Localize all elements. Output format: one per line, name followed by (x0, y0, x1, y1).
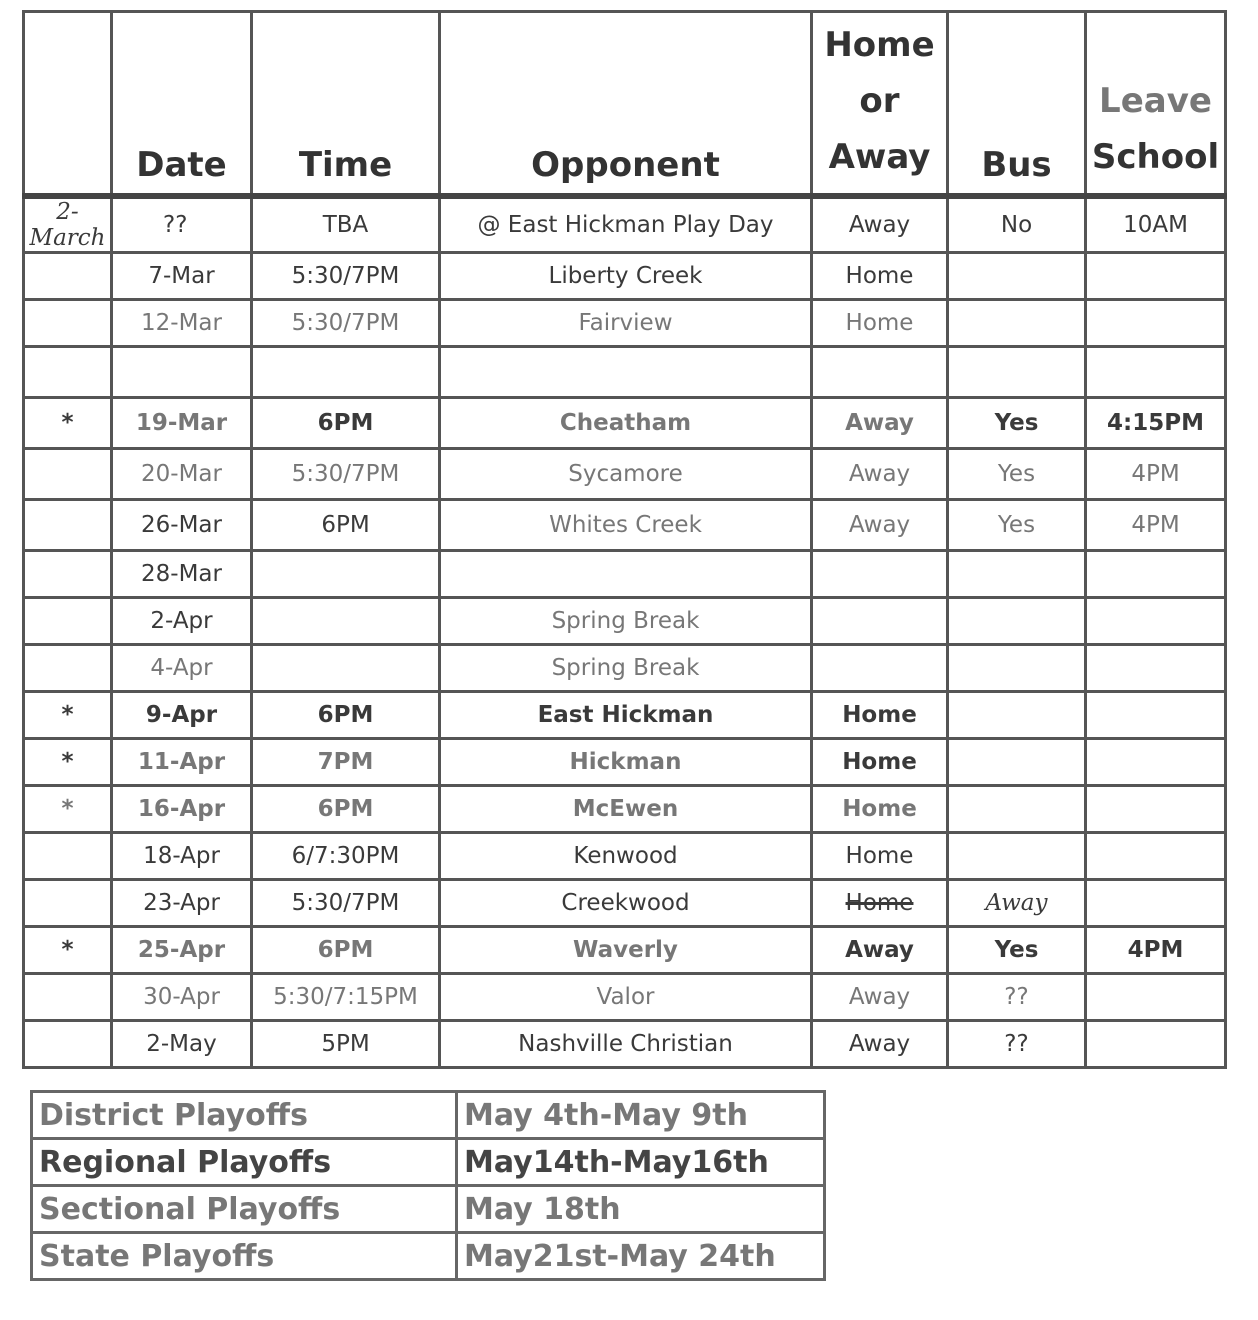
date-cell: 20-Mar (112, 449, 252, 500)
opponent-cell: Spring Break (440, 598, 812, 645)
leave-cell (1086, 645, 1226, 692)
date-cell: 16-Apr (112, 786, 252, 833)
date-cell: 9-Apr (112, 692, 252, 739)
handwritten-bus-note: Away (948, 880, 1086, 927)
leave-cell (1086, 974, 1226, 1021)
handwritten-date-note: 2-March (24, 196, 112, 253)
bus-cell (948, 347, 1086, 398)
opponent-cell: Sycamore (440, 449, 812, 500)
mark-cell (24, 253, 112, 300)
table-row (24, 253, 1226, 300)
leave-cell: 4PM (1086, 500, 1226, 551)
home-away-cell: Away (812, 196, 948, 253)
bus-cell (948, 551, 1086, 598)
opponent-cell: East Hickman (440, 692, 812, 739)
playoff-label: Regional Playoffs (32, 1139, 457, 1186)
header-leave: Leave (1099, 81, 1212, 121)
time-cell: 6/7:30PM (252, 833, 440, 880)
date-cell: 19-Mar (112, 398, 252, 449)
home-away-cell: Home (812, 253, 948, 300)
conference-mark: * (24, 927, 112, 974)
table-row (24, 196, 1226, 253)
header-blank (24, 12, 112, 197)
conference-mark: * (24, 786, 112, 833)
mark-cell (24, 880, 112, 927)
home-away-cell: Home (812, 880, 948, 927)
bus-cell: No (948, 196, 1086, 253)
opponent-cell: Valor (440, 974, 812, 1021)
playoff-label: District Playoffs (32, 1092, 457, 1139)
mark-cell (24, 645, 112, 692)
bus-cell: ?? (948, 1021, 1086, 1068)
time-cell: 6PM (252, 786, 440, 833)
playoff-dates: May 4th-May 9th (457, 1092, 825, 1139)
table-row (24, 927, 1226, 974)
bus-cell (948, 645, 1086, 692)
bus-cell: ?? (948, 974, 1086, 1021)
time-cell: 5:30/7PM (252, 880, 440, 927)
home-away-cell: Home (812, 786, 948, 833)
table-row (24, 974, 1226, 1021)
mark-cell (24, 347, 112, 398)
leave-cell: 4:15PM (1086, 398, 1226, 449)
bus-cell (948, 692, 1086, 739)
table-row (24, 645, 1226, 692)
home-away-cell (812, 598, 948, 645)
bus-cell: Yes (948, 449, 1086, 500)
playoff-label: Sectional Playoffs (32, 1186, 457, 1233)
mark-cell (24, 300, 112, 347)
date-cell: 28-Mar (112, 551, 252, 598)
home-away-cell: Away (812, 974, 948, 1021)
date-cell: 26-Mar (112, 500, 252, 551)
bus-cell (948, 739, 1086, 786)
leave-cell: 10AM (1086, 196, 1226, 253)
time-cell: 5:30/7:15PM (252, 974, 440, 1021)
time-cell: TBA (252, 196, 440, 253)
header-opponent: Opponent (440, 12, 812, 197)
header-bus: Bus (948, 12, 1086, 197)
time-cell: 7PM (252, 739, 440, 786)
table-row (24, 1021, 1226, 1068)
time-cell: 5:30/7PM (252, 449, 440, 500)
opponent-cell: Kenwood (440, 833, 812, 880)
table-row (24, 398, 1226, 449)
header-time: Time (252, 12, 440, 197)
table-row (24, 692, 1226, 739)
bus-cell: Yes (948, 398, 1086, 449)
home-away-cell: Away (812, 500, 948, 551)
schedule-table (22, 10, 1227, 1069)
mark-cell (24, 974, 112, 1021)
bus-cell (948, 253, 1086, 300)
table-row (24, 739, 1226, 786)
playoff-row (32, 1186, 825, 1233)
time-cell: 6PM (252, 500, 440, 551)
opponent-cell: @ East Hickman Play Day (440, 196, 812, 253)
table-row (24, 786, 1226, 833)
table-row (24, 598, 1226, 645)
mark-cell (24, 500, 112, 551)
opponent-cell: Spring Break (440, 645, 812, 692)
time-cell: 5PM (252, 1021, 440, 1068)
date-cell: 7-Mar (112, 253, 252, 300)
leave-cell (1086, 598, 1226, 645)
date-cell: 18-Apr (112, 833, 252, 880)
header-away: Away (828, 137, 931, 177)
opponent-cell: Fairview (440, 300, 812, 347)
playoff-row (32, 1092, 825, 1139)
header-leave-school (1086, 12, 1226, 197)
time-cell: 6PM (252, 398, 440, 449)
opponent-cell: Nashville Christian (440, 1021, 812, 1068)
conference-mark: * (24, 692, 112, 739)
home-away-cell: Away (812, 449, 948, 500)
playoff-row (32, 1139, 825, 1186)
table-row (24, 300, 1226, 347)
time-cell (252, 598, 440, 645)
mark-cell (24, 598, 112, 645)
leave-cell (1086, 880, 1226, 927)
time-cell: 5:30/7PM (252, 253, 440, 300)
header-home: Home (824, 25, 935, 65)
home-away-cell (812, 347, 948, 398)
date-cell: 2-May (112, 1021, 252, 1068)
leave-cell (1086, 739, 1226, 786)
time-cell (252, 645, 440, 692)
opponent-cell (440, 551, 812, 598)
table-row (24, 347, 1226, 398)
date-cell: 30-Apr (112, 974, 252, 1021)
home-away-cell: Away (812, 398, 948, 449)
bus-cell: Yes (948, 927, 1086, 974)
conference-mark: * (24, 398, 112, 449)
mark-cell (24, 551, 112, 598)
mark-cell (24, 449, 112, 500)
mark-cell (24, 833, 112, 880)
time-cell: 6PM (252, 927, 440, 974)
table-row (24, 551, 1226, 598)
table-row (24, 449, 1226, 500)
home-away-cell: Home (812, 833, 948, 880)
leave-cell (1086, 786, 1226, 833)
playoff-dates: May21st-May 24th (457, 1233, 825, 1280)
time-cell: 6PM (252, 692, 440, 739)
bus-cell (948, 833, 1086, 880)
opponent-cell (440, 347, 812, 398)
home-away-cell: Away (812, 1021, 948, 1068)
leave-cell: 4PM (1086, 927, 1226, 974)
date-cell (112, 347, 252, 398)
bus-cell: Yes (948, 500, 1086, 551)
playoff-label: State Playoffs (32, 1233, 457, 1280)
home-away-cell: Home (812, 692, 948, 739)
leave-cell (1086, 551, 1226, 598)
opponent-cell: Liberty Creek (440, 253, 812, 300)
bus-cell (948, 598, 1086, 645)
table-row (24, 500, 1226, 551)
date-cell: 23-Apr (112, 880, 252, 927)
opponent-cell: Creekwood (440, 880, 812, 927)
header-or: or (859, 81, 900, 121)
opponent-cell: McEwen (440, 786, 812, 833)
leave-cell (1086, 1021, 1226, 1068)
bus-cell (948, 786, 1086, 833)
leave-cell: 4PM (1086, 449, 1226, 500)
date-cell: ?? (112, 196, 252, 253)
mark-cell (24, 1021, 112, 1068)
playoff-dates: May14th-May16th (457, 1139, 825, 1186)
opponent-cell: Hickman (440, 739, 812, 786)
leave-cell (1086, 692, 1226, 739)
header-date: Date (112, 12, 252, 197)
conference-mark: * (24, 739, 112, 786)
playoff-row (32, 1233, 825, 1280)
opponent-cell: Whites Creek (440, 500, 812, 551)
date-cell: 4-Apr (112, 645, 252, 692)
date-cell: 2-Apr (112, 598, 252, 645)
opponent-cell: Cheatham (440, 398, 812, 449)
table-row (24, 880, 1226, 927)
time-cell (252, 347, 440, 398)
home-away-cell: Home (812, 739, 948, 786)
playoff-dates: May 18th (457, 1186, 825, 1233)
home-away-cell (812, 551, 948, 598)
opponent-cell: Waverly (440, 927, 812, 974)
home-away-cell: Home (812, 300, 948, 347)
leave-cell (1086, 300, 1226, 347)
playoffs-table (30, 1090, 826, 1281)
header-row (24, 12, 1226, 197)
header-home-or-away (812, 12, 948, 197)
leave-cell (1086, 253, 1226, 300)
bus-cell (948, 300, 1086, 347)
table-row (24, 833, 1226, 880)
header-school: School (1091, 137, 1220, 177)
date-cell: 12-Mar (112, 300, 252, 347)
time-cell (252, 551, 440, 598)
leave-cell (1086, 833, 1226, 880)
date-cell: 25-Apr (112, 927, 252, 974)
home-away-cell (812, 645, 948, 692)
date-cell: 11-Apr (112, 739, 252, 786)
leave-cell (1086, 347, 1226, 398)
home-away-cell: Away (812, 927, 948, 974)
time-cell: 5:30/7PM (252, 300, 440, 347)
